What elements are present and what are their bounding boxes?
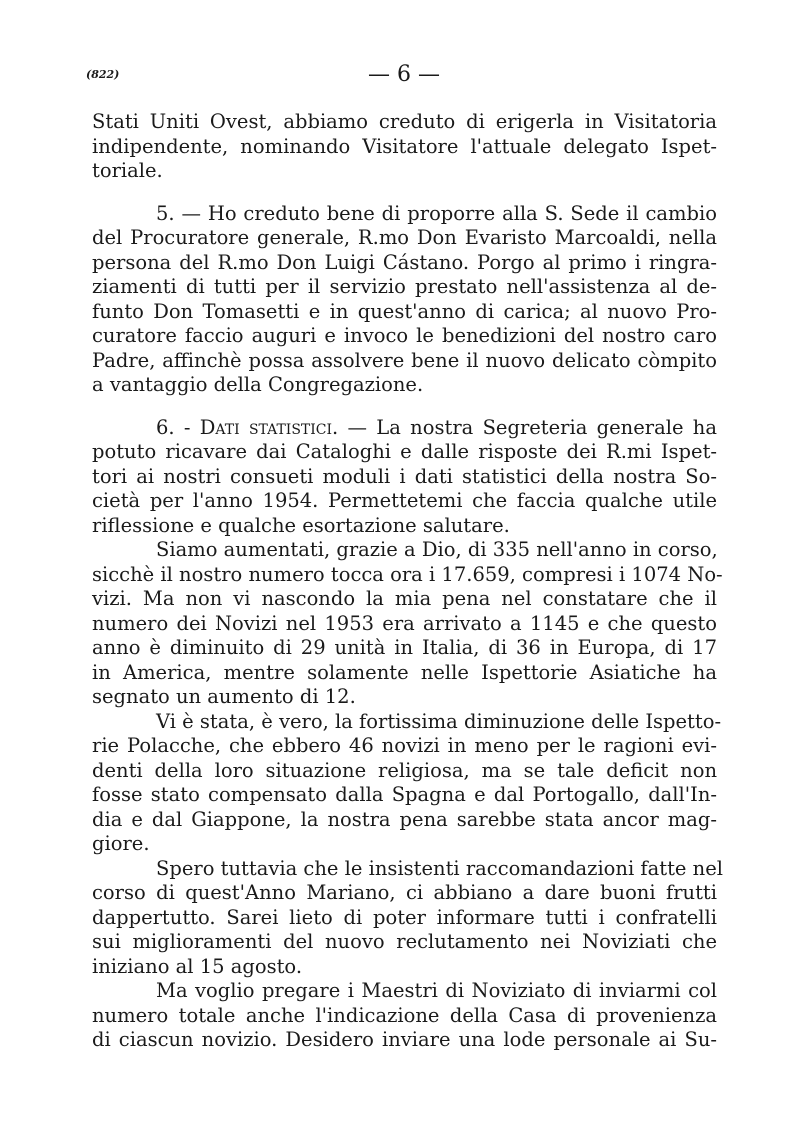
text-line: cietà per l'anno 1954. Permettetemi che faccia qualche utile — [92, 489, 717, 512]
text-line: Stati Uniti Ovest, abbiamo creduto di erigerla in Visitatoria — [92, 110, 717, 133]
text-run: — La nostra Segreteria generale ha — [338, 415, 717, 439]
text-line: segnato un aumento di 12. — [92, 685, 356, 708]
text-line: persona del R.mo Don Luigi Cástano. Porgo al primo i ringra- — [92, 250, 717, 274]
text-line: fosse stato compensato dalla Spagna e dal Portogallo, dall'In- — [92, 783, 717, 806]
text-line: 5. — Ho creduto bene di proporre alla S. Sede il cambio — [156, 201, 717, 225]
page-number: — 6 — — [368, 62, 440, 87]
paragraph — [92, 110, 717, 184]
section-heading: Dati statistici. — [199, 415, 339, 439]
text-line: iniziano al 15 agosto. — [92, 954, 303, 978]
text-line: Padre, affinchè possa assolvere bene il nuovo delicato còmpito — [92, 348, 717, 372]
text-line: riflessione e qualche esortazione salutare. — [92, 513, 510, 537]
text-line: numero totale anche l'indicazione della Casa di provenienza — [92, 1003, 717, 1027]
body-text — [92, 110, 724, 1053]
section-number: 6. - — [156, 415, 200, 439]
paragraph — [92, 202, 717, 398]
text-line: potuto ricavare dai Cataloghi e dalle risposte dei R.mi Ispet- — [92, 440, 717, 463]
text-line: Vi è stata, è vero, la fortissima diminuzione delle Ispetto- — [156, 709, 722, 733]
paragraph — [92, 416, 717, 539]
text-line: vizi. Ma non vi nascondo la mia pena nel constatare che il — [92, 587, 717, 610]
text-line: denti della loro situazione religiosa, ma se tale deficit non — [92, 758, 717, 782]
text-line: Spero tuttavia che le insistenti raccomandazioni fatte nel — [156, 856, 724, 880]
text-line: di ciascun novizio. Desidero inviare una lode personale ai Su- — [92, 1028, 717, 1051]
text-line: sicchè il nostro numero tocca ora i 17.659, compresi i 1074 No- — [92, 562, 723, 586]
text-line: Ma voglio pregare i Maestri di Noviziato di inviarmi col — [156, 979, 717, 1002]
text-line: ziamenti di tutti per il servizio prestato nell'assistenza al de- — [92, 275, 717, 298]
paragraph — [92, 979, 717, 1053]
text-line: in America, mentre solamente nelle Ispettorie Asiatiche ha — [92, 660, 717, 684]
text-line: funto Don Tomasetti e in quest'anno di carica; al nuovo Pro- — [92, 299, 717, 323]
text-line: a vantaggio della Congregazione. — [92, 373, 424, 396]
text-line: dappertutto. Sarei lieto di poter informare tutti i confratelli — [92, 905, 717, 929]
text-line: anno è diminuito di 29 unità in Italia, di 36 in Europa, di 17 — [92, 636, 717, 659]
paragraph — [92, 709, 722, 857]
text-line: sui miglioramenti del nuovo reclutamento nei Noviziati che — [92, 930, 717, 953]
text-line: del Procuratore generale, R.mo Don Evaristo Marcoaldi, nella — [92, 226, 717, 249]
page-header — [78, 62, 718, 92]
text-line: numero dei Novizi nel 1953 era arrivato a 1145 e che questo — [92, 611, 717, 635]
text-line — [92, 416, 717, 441]
page-reference-number: (822) — [86, 68, 120, 81]
text-line: tori ai nostri consueti moduli i dati statistici della nostra So- — [92, 464, 717, 488]
text-line: rie Polacche, che ebbero 46 novizi in meno per le ragioni evi- — [92, 734, 717, 757]
text-line: curatore faccio auguri e invoco le benedizioni del nostro caro — [92, 324, 717, 347]
text-line: toriale. — [92, 159, 163, 182]
text-line: Siamo aumentati, grazie a Dio, di 335 nell'anno in corso, — [156, 538, 718, 561]
text-line: dia e dal Giappone, la nostra pena sarebbe stata ancor mag- — [92, 807, 717, 831]
text-line: corso di quest'Anno Mariano, ci abbiano a dare buoni frutti — [92, 881, 717, 904]
text-line: giore. — [92, 832, 150, 855]
paragraph — [92, 538, 723, 710]
paragraph — [92, 856, 724, 980]
text-line: indipendente, nominando Visitatore l'attuale delegato Ispet- — [92, 134, 717, 158]
